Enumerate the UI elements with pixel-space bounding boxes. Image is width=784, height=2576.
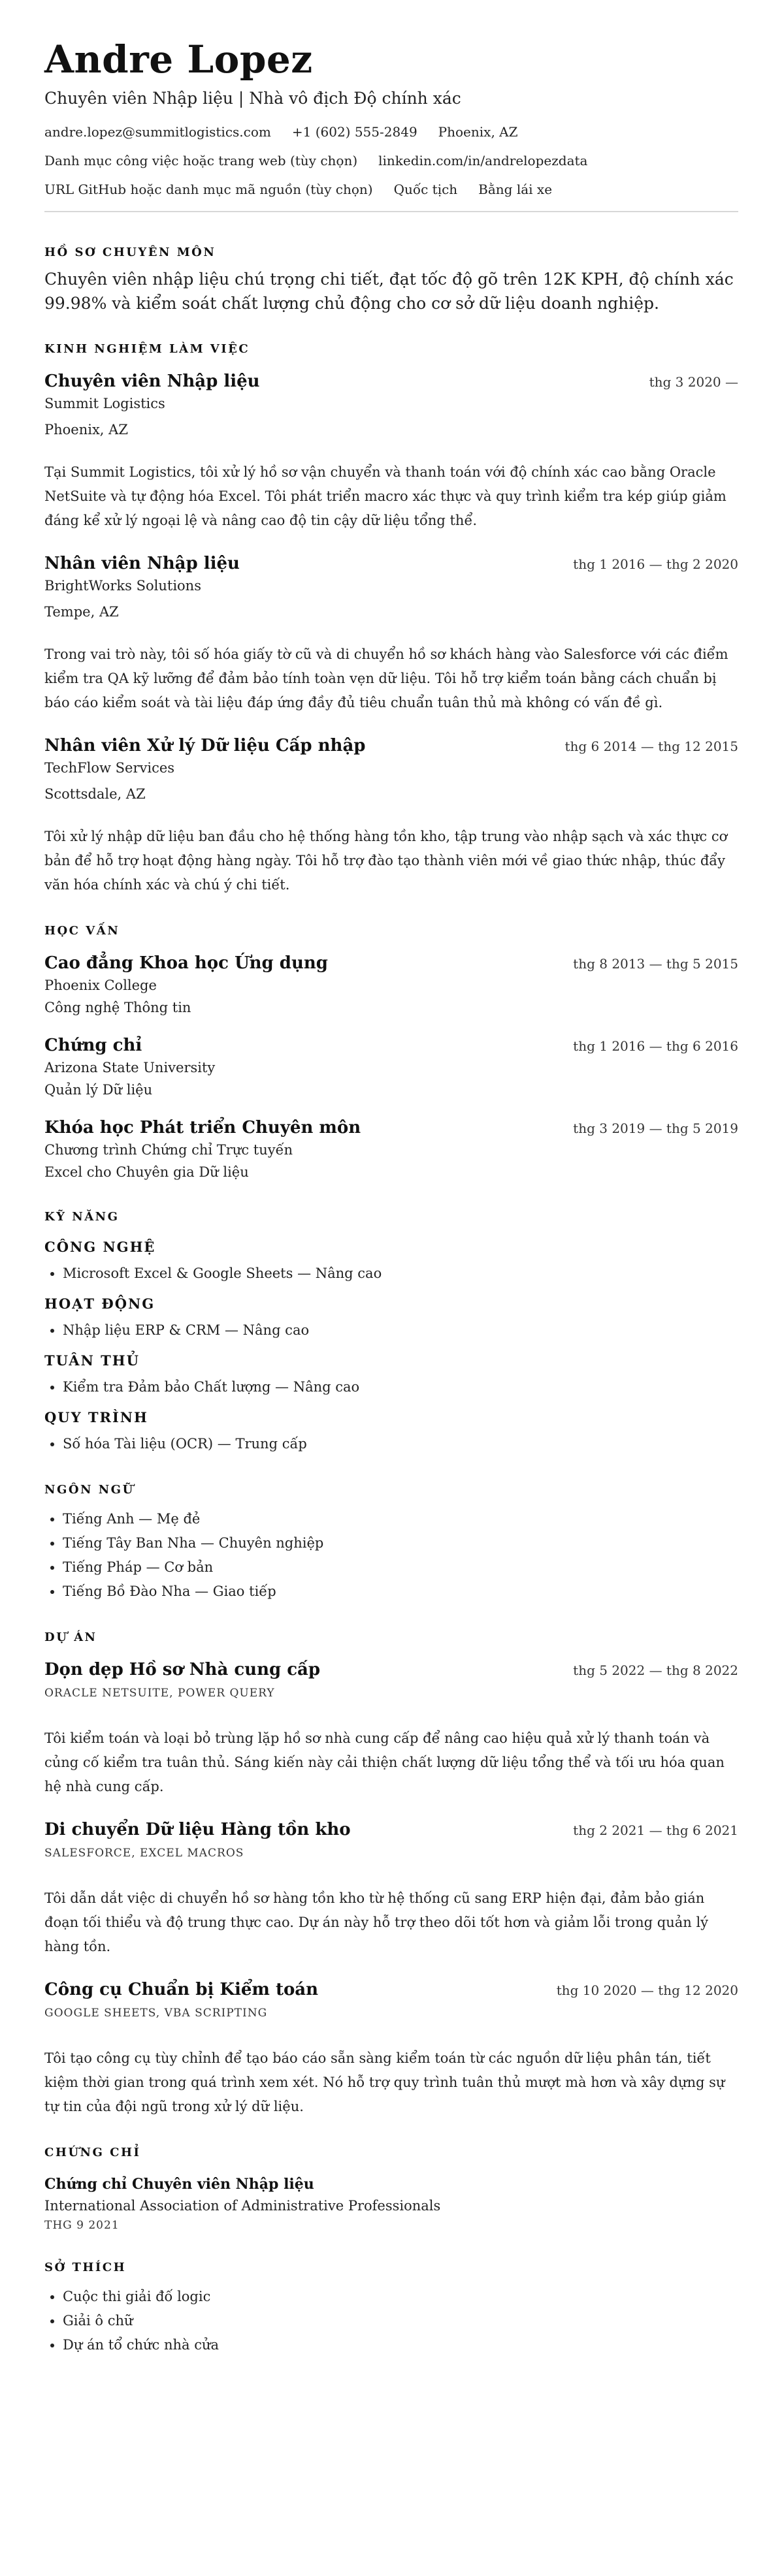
- section-title: CHỨNG CHỈ: [44, 2146, 141, 2159]
- candidate-name: Andre Lopez: [44, 37, 313, 82]
- certification-entry: [44, 2174, 738, 2234]
- degree-title: Khóa học Phát triển Chuyên môn: [44, 1118, 361, 1137]
- job-title: Nhân viên Nhập liệu: [44, 554, 240, 573]
- section-title: KỸ NĂNG: [44, 1210, 120, 1224]
- contact-row: [44, 181, 738, 198]
- section-title: NGÔN NGỮ: [44, 1483, 135, 1497]
- skill-category-name: TUÂN THỦ: [44, 1352, 140, 1369]
- skill-category: [44, 1238, 738, 1286]
- degree-title: Cao đẳng Khoa học Ứng dụng: [44, 953, 328, 973]
- interest-item: • Cuộc thi giải đố logic: [63, 2285, 738, 2309]
- company-name: Summit Logistics: [44, 396, 165, 411]
- project-dates: thg 5 2022 — thg 8 2022: [573, 1662, 738, 1678]
- certification-date: THG 9 2021: [44, 2219, 120, 2232]
- experience-entry: [44, 552, 738, 715]
- candidate-headline: Chuyên viên Nhập liệu | Nhà vô địch Độ chính xác: [44, 89, 461, 108]
- job-description: Tại Summit Logistics, tôi xử lý hồ sơ vận chuyển và thanh toán với độ chính xác cao bằng Oracle NetSuite và tự động hóa Excel. Tôi phát triển macro xác thực và quy trình kiểm tra kép giúp giảm đáng kể xử lý ngoại lệ và nâng cao độ tin cậy dữ liệu tổng thể.: [44, 464, 727, 528]
- skills-section: [44, 1209, 738, 1456]
- interest-item: • Dự án tổ chức nhà cửa: [63, 2333, 738, 2357]
- skill-category-name: QUY TRÌNH: [44, 1409, 148, 1425]
- school-name: Chương trình Chứng chỉ Trực tuyến: [44, 1142, 293, 1158]
- header-divider: [44, 211, 738, 212]
- language-item: • Tiếng Anh — Mẹ đẻ: [63, 1507, 738, 1531]
- project-dates: thg 2 2021 — thg 6 2021: [573, 1822, 738, 1838]
- language-item: • Tiếng Bồ Đào Nha — Giao tiếp: [63, 1580, 738, 1604]
- language-item: • Tiếng Tây Ban Nha — Chuyên nghiệp: [63, 1531, 738, 1555]
- certification-issuer: International Association of Administrative Professionals: [44, 2198, 441, 2214]
- section-title: KINH NGHIỆM LÀM VIỆC: [44, 342, 250, 356]
- skill-item: • Nhập liệu ERP & CRM — Nâng cao: [63, 1318, 738, 1343]
- nationality: Quốc tịch: [393, 182, 458, 197]
- interests-section: [44, 2260, 738, 2357]
- school-name: Arizona State University: [44, 1060, 216, 1075]
- experience-section: [44, 342, 738, 897]
- education-entry: [44, 952, 738, 1019]
- project-entry: [44, 1979, 738, 2119]
- company-name: TechFlow Services: [44, 760, 175, 776]
- field-of-study: Excel cho Chuyên gia Dữ liệu: [44, 1164, 249, 1180]
- project-name: Dọn dẹp Hồ sơ Nhà cung cấp: [44, 1660, 321, 1679]
- job-location: Tempe, AZ: [44, 604, 119, 620]
- language-item: • Tiếng Pháp — Cơ bản: [63, 1555, 738, 1580]
- project-entry: [44, 1659, 738, 1799]
- project-dates: thg 10 2020 — thg 12 2020: [556, 1982, 738, 1998]
- interest-item: • Giải ô chữ: [63, 2309, 738, 2333]
- field-of-study: Công nghệ Thông tin: [44, 1000, 191, 1015]
- contact-info: [44, 123, 738, 198]
- contact-row: [44, 152, 738, 169]
- projects-section: [44, 1630, 738, 2119]
- contact-row: [44, 123, 738, 140]
- linkedin-link[interactable]: linkedin.com/in/andrelopezdata: [378, 153, 588, 168]
- project-technologies: SALESFORCE, EXCEL MACROS: [44, 1847, 244, 1860]
- profile-summary: Chuyên viên nhập liệu chú trọng chi tiết, đạt tốc độ gõ trên 12K KPH, độ chính xác 99.98% và kiểm soát chất lượng chủ động cho cơ sở dữ liệu doanh nghiệp.: [44, 270, 734, 313]
- project-name: Công cụ Chuẩn bị Kiểm toán: [44, 1980, 319, 1999]
- experience-entry: [44, 370, 738, 533]
- project-description: Tôi dẫn dắt việc di chuyển hồ sơ hàng tồn kho từ hệ thống cũ sang ERP hiện đại, đảm bảo gián đoạn tối thiểu và độ trung thực cao. Dự án này hỗ trợ theo dõi tốt hơn và giảm lỗi trong quản lý hàng tồn.: [44, 1890, 709, 1954]
- github-link[interactable]: URL GitHub hoặc danh mục mã nguồn (tùy chọn): [44, 182, 373, 197]
- project-technologies: ORACLE NETSUITE, POWER QUERY: [44, 1687, 275, 1700]
- driving-license: Bằng lái xe: [478, 182, 553, 197]
- profile-section: [44, 245, 738, 315]
- skill-category: [44, 1295, 738, 1343]
- languages-section: [44, 1482, 738, 1604]
- company-name: BrightWorks Solutions: [44, 578, 201, 594]
- section-title: HỌC VẤN: [44, 924, 120, 938]
- section-title: SỞ THÍCH: [44, 2261, 127, 2274]
- school-name: Phoenix College: [44, 978, 157, 993]
- skill-category-name: HOẠT ĐỘNG: [44, 1296, 155, 1312]
- project-technologies: GOOGLE SHEETS, VBA SCRIPTING: [44, 2007, 268, 2020]
- job-location: Phoenix, AZ: [44, 422, 128, 437]
- skill-item: • Kiểm tra Đảm bảo Chất lượng — Nâng cao: [63, 1375, 738, 1399]
- skill-item: • Microsoft Excel & Google Sheets — Nâng cao: [63, 1262, 738, 1286]
- certification-name: Chứng chỉ Chuyên viên Nhập liệu: [44, 2176, 314, 2193]
- job-description: Trong vai trò này, tôi số hóa giấy tờ cũ và di chuyển hồ sơ khách hàng vào Salesforce với các điểm kiểm tra QA kỹ lưỡng để đảm bảo tính toàn vẹn dữ liệu. Tôi hỗ trợ kiểm toán bằng cách chuẩn bị báo cáo kiểm soát và tài liệu đáp ứng đầy đủ tiêu chuẩn tuân thủ mà không có vấn đề gì.: [44, 646, 728, 710]
- skill-category-name: CÔNG NGHỆ: [44, 1239, 156, 1255]
- education-dates: thg 1 2016 — thg 6 2016: [573, 1038, 738, 1054]
- education-entry: [44, 1034, 738, 1101]
- education-section: [44, 923, 738, 1183]
- project-description: Tôi tạo công cụ tùy chỉnh để tạo báo cáo sẵn sàng kiểm toán từ các nguồn dữ liệu phân tán, tiết kiệm thời gian trong quá trình xem xét. Nó hỗ trợ quy trình tuân thủ mượt mà hơn và xây dựng sự tự tin của đội ngũ trong xử lý dữ liệu.: [44, 2050, 725, 2114]
- section-title: DỰ ÁN: [44, 1630, 97, 1644]
- phone-number[interactable]: +1 (602) 555-2849: [291, 124, 417, 140]
- education-dates: thg 3 2019 — thg 5 2019: [573, 1121, 738, 1136]
- email-link[interactable]: andre.lopez@summitlogistics.com: [44, 124, 271, 140]
- project-name: Di chuyển Dữ liệu Hàng tồn kho: [44, 1820, 351, 1839]
- job-dates: thg 3 2020 —: [649, 374, 738, 390]
- job-title: Nhân viên Xử lý Dữ liệu Cấp nhập: [44, 736, 366, 755]
- certifications-section: [44, 2145, 738, 2234]
- skill-item: • Số hóa Tài liệu (OCR) — Trung cấp: [63, 1432, 738, 1456]
- education-entry: [44, 1117, 738, 1183]
- skill-category: [44, 1352, 738, 1399]
- skill-category: [44, 1408, 738, 1456]
- job-title: Chuyên viên Nhập liệu: [44, 372, 260, 391]
- project-description: Tôi kiểm toán và loại bỏ trùng lặp hồ sơ nhà cung cấp để nâng cao hiệu quả xử lý thanh toán và củng cố kiểm tra tuân thủ. Sáng kiến này cải thiện chất lượng dữ liệu tổng thể và tối ưu hóa quan hệ nhà cung cấp.: [44, 1730, 725, 1794]
- job-location: Scottsdale, AZ: [44, 786, 146, 802]
- resume-content: [44, 36, 738, 2357]
- location: Phoenix, AZ: [438, 124, 518, 140]
- field-of-study: Quản lý Dữ liệu: [44, 1082, 153, 1098]
- portfolio-link[interactable]: Danh mục công việc hoặc trang web (tùy chọn): [44, 153, 358, 168]
- job-dates: thg 1 2016 — thg 2 2020: [573, 556, 738, 572]
- job-description: Tôi xử lý nhập dữ liệu ban đầu cho hệ thống hàng tồn kho, tập trung vào nhập sạch và xác thực cơ bản để hỗ trợ hoạt động hàng ngày. Tôi hỗ trợ đào tạo thành viên mới về giao thức nhập, thúc đẩy văn hóa chính xác và chú ý chi tiết.: [44, 829, 728, 893]
- degree-title: Chứng chỉ: [44, 1036, 142, 1055]
- project-entry: [44, 1819, 738, 1959]
- experience-entry: [44, 735, 738, 897]
- job-dates: thg 6 2014 — thg 12 2015: [564, 739, 738, 754]
- section-title: HỒ SƠ CHUYÊN MÔN: [44, 246, 216, 259]
- education-dates: thg 8 2013 — thg 5 2015: [573, 956, 738, 972]
